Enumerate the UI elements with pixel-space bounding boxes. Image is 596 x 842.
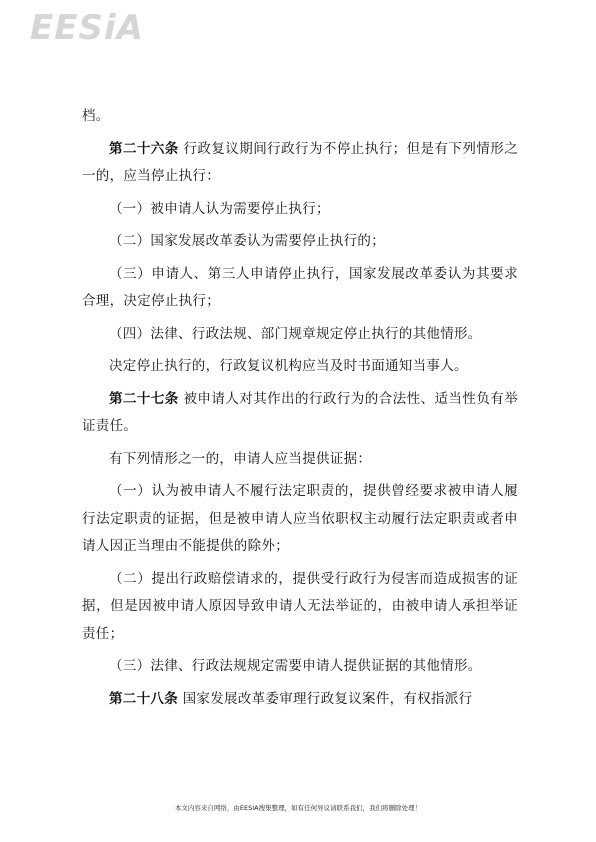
paragraph-text: （三）法律、行政法规规定需要申请人提供证据的其他情形。 <box>109 658 482 674</box>
article-number: 第二十六条 <box>109 140 179 157</box>
paragraph-text: （一）认为被申请人不履行法定职责的，提供曾经要求被申请人履行法定职责的证据，但是被申请人应当依职权主动履行法定职责或者申请人因正当理由不能提供的除外； <box>82 483 518 554</box>
paragraph-text: （三）申请人、第三人申请停止执行，国家发展改革委认为其要求合理，决定停止执行； <box>82 265 518 309</box>
article-number: 第二十七条 <box>109 390 179 407</box>
paragraph-text: （四）法律、行政法规、部门规章规定停止执行的其他情形。 <box>109 325 482 342</box>
paragraph-3 <box>82 228 518 256</box>
paragraph-10 <box>82 566 518 649</box>
paragraph-text: 有下列情形之一的，申请人应当提供证据： <box>109 450 372 467</box>
paragraph-6 <box>82 353 518 381</box>
paragraph-0 <box>82 103 518 131</box>
paragraph-text: 行政复议期间行政行为不停止执行；但是有下列情形之一的，应当停止执行： <box>82 140 519 184</box>
paragraph-text: 档。 <box>82 108 110 124</box>
paragraph-5 <box>82 321 518 349</box>
paragraph-text: 决定停止执行的，行政复议机构应当及时书面通知当事人。 <box>109 358 468 374</box>
paragraph-text: （二）提出行政赔偿请求的，提供受行政行为侵害而造成损害的证据，但是因被申请人原因导致申请人无法举证的，由被申请人承担举证责任； <box>82 570 518 642</box>
paragraph-text: （二）国家发展改革委认为需要停止执行的； <box>109 233 385 249</box>
paragraph-8 <box>82 446 518 474</box>
paragraph-4 <box>82 261 518 316</box>
document-body <box>82 103 518 718</box>
paragraph-7 <box>82 386 518 441</box>
article-number: 第二十八条 <box>109 690 178 707</box>
footer-disclaimer: 本文内容来自网络，由EESIA搜集整理，如有任何异议请联系我们，我们将删除处理！ <box>174 804 422 812</box>
eesia-logo: EESiA <box>30 8 144 48</box>
paragraph-2 <box>82 196 518 224</box>
paragraph-1 <box>82 136 518 191</box>
paragraph-text: （一）被申请人认为需要停止执行； <box>109 200 330 217</box>
paragraph-12 <box>82 686 518 714</box>
paragraph-11 <box>82 653 518 681</box>
paragraph-9 <box>82 478 518 561</box>
paragraph-text: 被申请人对其作出的行政行为的合法性、适当性负有举证责任。 <box>82 390 519 434</box>
paragraph-text: 国家发展改革委审理行政复议案件，有权指派行 <box>178 690 473 707</box>
